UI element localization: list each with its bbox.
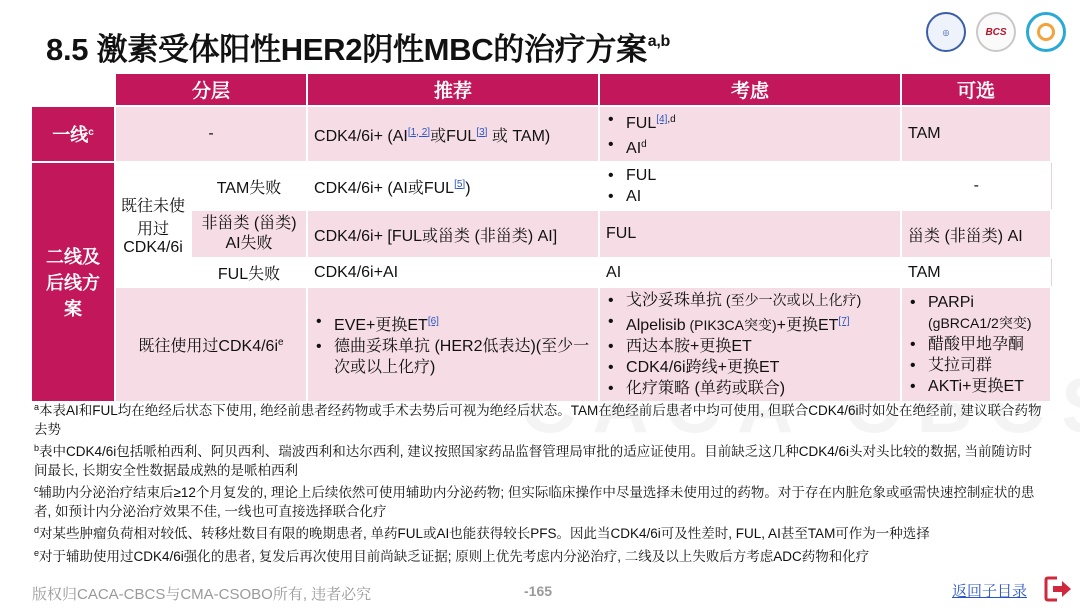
- list-item: • 艾拉司群: [908, 355, 1044, 376]
- no-prior-cdk-label: 既往未使用过CDK4/6i: [115, 162, 191, 287]
- stratum-ful-failure: FUL失败: [191, 258, 307, 287]
- header-stratum: 分层: [115, 73, 307, 106]
- footnote-a: $^a$本表AI和FUL均在绝经后状态下使用, 绝经前患者经药物或手术去势后可视为绝经后状态。TAM在绝经前后患者中均可使用, 但联合CDK4/6i时如处在绝经前, 建议联合药物去势: [34, 402, 1042, 437]
- optional-ful-failure: TAM: [901, 258, 1051, 287]
- table-row-prior-cdk: [31, 287, 1051, 402]
- recommend-tam-failure: CDK4/6i+ (AI或FUL[5]): [307, 162, 599, 210]
- page-number: -165: [524, 583, 553, 599]
- first-line-consider: [599, 106, 901, 162]
- footnote-e: $^e$对于辅助使用过CDK4/6i强化的患者, 复发后再次使用目前尚缺乏证据; 原则上优先考虑内分泌治疗, 二线及以上失败后方考虑ADC药物和化疗: [34, 547, 870, 564]
- list-item: • 醋酸甲地孕酮: [908, 334, 1044, 355]
- consider-ful-failure: AI: [599, 258, 901, 287]
- bcs-logo-icon: BCS: [976, 12, 1016, 52]
- list-item: • 化疗策略 (单药或联合): [606, 378, 894, 399]
- header-recommend: 推荐: [307, 73, 599, 106]
- optional-ai-failure: 甾类 (非甾类) AI: [901, 210, 1051, 258]
- optional-prior-cdk: [901, 287, 1051, 402]
- list-item: • Alpelisib (PIK3CA突变)+更换ET[7]: [606, 311, 894, 336]
- list-item: • EVE+更换ET[6]: [314, 311, 592, 336]
- header-consider: 考虑: [599, 73, 901, 106]
- first-line-stratum: -: [115, 106, 307, 162]
- footnotes: [34, 398, 1044, 566]
- stratum-prior-cdk: 既往使用过$CDK4/6i^e$: [115, 287, 307, 402]
- first-line-label: 一线$^c$: [31, 106, 115, 162]
- logo-group: [926, 12, 1066, 52]
- list-item: • AI: [606, 186, 894, 207]
- recommend-prior-cdk: [307, 287, 599, 402]
- list-item: • $AI^d$: [606, 134, 894, 159]
- stratum-tam-failure: TAM失败: [191, 162, 307, 210]
- csobo-logo-icon: [1026, 12, 1066, 52]
- recommend-ful-failure: CDK4/6i+AI: [307, 258, 599, 287]
- first-line-recommend: CDK4/6i+ (AI$^{[1,}$ $^{2]}$或FUL[3] 或 TAM): [307, 106, 599, 162]
- recommend-ai-failure: CDK4/6i+ [FUL或甾类 (非甾类) AI]: [307, 210, 599, 258]
- list-item: • 戈沙妥珠单抗 (至少一次或以上化疗): [606, 290, 894, 311]
- first-line-optional: TAM: [901, 106, 1051, 162]
- table-row-tam-failure: [31, 162, 1051, 210]
- header-optional: 可选: [901, 73, 1051, 106]
- list-item: • FUL$^{[4],d}$: [606, 109, 894, 134]
- second-line-label: 二线及后线方案: [31, 162, 115, 402]
- list-item: • 德曲妥珠单抗 (HER2低表达)(至少一次或以上化疗): [314, 336, 592, 378]
- footnote-c: $^c$辅助内分泌治疗结束后≥12个月复发的, 理论上后续依然可使用辅助内分泌药物; 但实际临床操作中尽量选择未使用过的药物。对于存在内脏危象或亟需快速控制症状的患者, 如预计内分泌治疗效果不佳, 一线也可直接选择联合化疗: [34, 484, 1035, 519]
- list-item: • PARPi (gBRCA1/2突变): [908, 292, 1044, 334]
- table-row-first-line: [31, 106, 1051, 162]
- consider-prior-cdk: [599, 287, 901, 402]
- stratum-ai-failure: 非甾类 (甾类) AI失败: [191, 210, 307, 258]
- list-item: • CDK4/6i跨线+更换ET: [606, 357, 894, 378]
- consider-ai-failure: FUL: [599, 210, 901, 258]
- copyright-text: 版权归CACA-CBCS与CMA-CSOBO所有, 违者必究: [32, 586, 372, 603]
- corner-cell: [31, 73, 115, 106]
- footnote-b: $^b$表中CDK4/6i包括哌柏西利、阿贝西利、瑞波西利和达尔西利, 建议按照国家药品监督管理局审批的适应证使用。目前缺乏这几种CDK4/6i头对头比较的数据, 当前随访时间最长, 长期安全性数据最成熟的是哌柏西利: [34, 443, 1033, 478]
- list-item: • AKTi+更换ET: [908, 376, 1044, 397]
- table-header-row: [31, 73, 1051, 106]
- optional-tam-failure: -: [901, 162, 1051, 210]
- back-to-submenu-link[interactable]: 返回子目录: [952, 583, 1028, 600]
- back-arrow-icon[interactable]: [1043, 575, 1073, 603]
- list-item: • FUL: [606, 165, 894, 186]
- footnote-d: $^d$对某些肿瘤负荷相对较低、转移灶数目有限的晚期患者, 单药FUL或AI也能获得较长PFS。因此当CDK4/6i可及性差时, FUL, AI甚至TAM可作为一种选择: [34, 525, 930, 541]
- association-logo-icon: ◎: [926, 12, 966, 52]
- treatment-table: [30, 72, 1052, 403]
- list-item: • 西达本胺+更换ET: [606, 336, 894, 357]
- page-title: 8.5 激素受体阳性HER2阴性MBC的治疗方案$^{a,b}$: [46, 32, 671, 67]
- consider-tam-failure: [599, 162, 901, 210]
